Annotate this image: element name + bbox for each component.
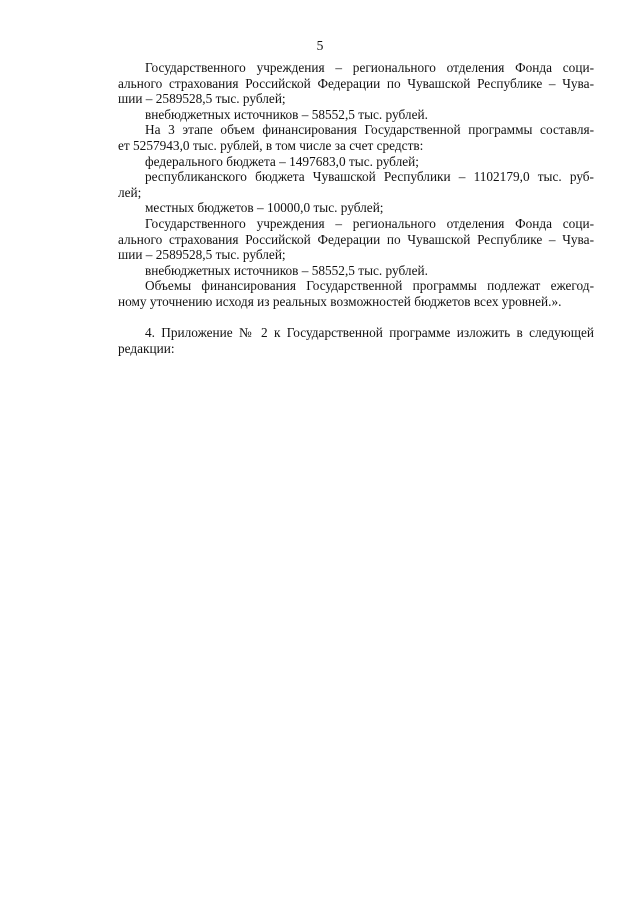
text-line: внебюджетных источников – 58552,5 тыс. рублей. <box>145 262 428 278</box>
text-line: шии – 2589528,5 тыс. рублей; <box>118 247 286 263</box>
text-line: редакции: <box>118 340 175 356</box>
page-number: 5 <box>316 38 324 53</box>
text-line: шии – 2589528,5 тыс. рублей; <box>118 91 286 107</box>
text-line: На 3 этапе объем финансирования Государственной программы составля- <box>145 122 594 138</box>
text-line: ному уточнению исходя из реальных возможностей бюджетов всех уровней.». <box>118 293 562 309</box>
text-line: республиканского бюджета Чувашской Республики – 1102179,0 тыс. руб- <box>145 169 594 185</box>
document-body <box>118 60 594 356</box>
text-line: Государственного учреждения – регионального отделения Фонда соци- <box>145 60 594 75</box>
text-line: ет 5257943,0 тыс. рублей, в том числе за счет средств: <box>118 137 424 153</box>
text-line: ального страхования Российской Федерации по Чувашской Республике – Чува- <box>118 75 594 91</box>
text-line: местных бюджетов – 10000,0 тыс. рублей; <box>145 200 384 216</box>
text-line: Государственного учреждения – регионального отделения Фонда соци- <box>145 215 594 231</box>
text-line: Объемы финансирования Государственной программы подлежат ежегод- <box>145 278 594 294</box>
text-line: 4. Приложение № 2 к Государственной программе изложить в следующей <box>145 325 594 341</box>
text-line: внебюджетных источников – 58552,5 тыс. рублей. <box>145 106 428 122</box>
text-line: лей; <box>118 184 142 200</box>
paragraph-gap <box>118 310 594 326</box>
text-line: федерального бюджета – 1497683,0 тыс. рублей; <box>145 153 419 169</box>
text-line: ального страхования Российской Федерации по Чувашской Республике – Чува- <box>118 231 594 247</box>
